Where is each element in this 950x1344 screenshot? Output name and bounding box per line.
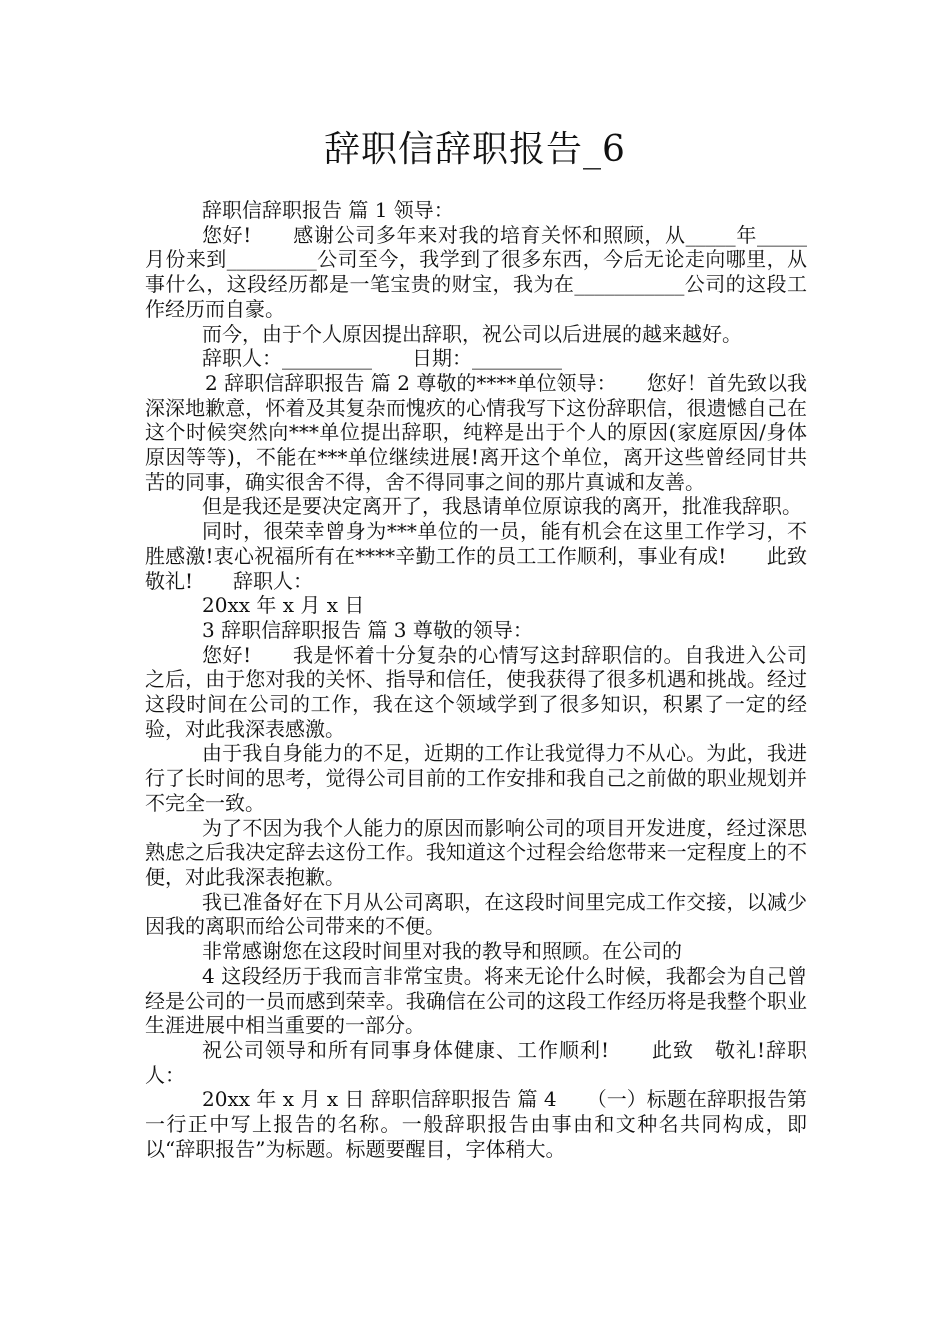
paragraph: 辞职人：_________ 日期：_________ [202,346,562,371]
paragraph: 20xx 年 x 月 x 日 [202,593,365,618]
paragraph: 辞职信辞职报告 篇 1 领导： [202,198,454,222]
paragraph: 同时，很荣幸曾身为***单位的一员，能有机会在这里工作学习，不胜感激!衷心祝福所有在****辛勤工作的员工工作顺利，事业有成! 此致 敬礼! 辞职人： [145,519,827,593]
paragraph: 我已准备好在下月从公司离职，在这段时间里完成工作交接，以减少因我的离职而给公司带来的不便。 [145,889,807,939]
paragraph: 非常感谢您在这段时间里对我的教导和照顾。在公司的 [202,939,682,964]
paragraph: 3 辞职信辞职报告 篇 3 尊敬的领导： [202,617,533,642]
paragraph: 但是我还是要决定离开了，我恳请单位原谅我的离开，批准我辞职。 [202,494,802,519]
paragraph: 2 辞职信辞职报告 篇 2 尊敬的****单位领导： 您好！首先致以我深深地歉意，怀着及其复杂而愧疚的心情我写下这份辞职信，很遗憾自己在这个时候突然向***单位提出辞职，纯粹是出于个人的原因(家庭原因/身体原因等等)，不能在***单位继续进展!离开这个单位，离开这些曾经同甘共苦的同事，确实很舍不得，舍不得同事之间的那片真诚和友善。 [145,370,807,494]
document-body [145,198,827,1161]
paragraph: 为了不因为我个人能力的原因而影响公司的项目开发进度，经过深思熟虑之后我决定辞去这份工作。我知道这个过程会给您带来一定程度上的不便，对此我深表抱歉。 [145,815,807,889]
document-title: 辞职信辞职报告_6 [324,129,626,170]
paragraph: 您好! 我是怀着十分复杂的心情写这封辞职信的。自我进入公司之后，由于您对我的关怀、指导和信任，使我获得了很多机遇和挑战。经过这段时间在公司的工作，我在这个领域学到了很多知识，积累了一定的经验，对此我深表感激。 [145,642,807,741]
paragraph: 而今，由于个人原因提出辞职，祝公司以后进展的越来越好。 [202,321,742,346]
paragraph: 由于我自身能力的不足，近期的工作让我觉得力不从心。为此，我进行了长时间的思考，觉得公司目前的工作安排和我自己之前做的职业规划并不完全一致。 [145,741,807,815]
paragraph: 4 这段经历于我而言非常宝贵。将来无论什么时候，我都会为自己曾经是公司的一员而感到荣幸。我确信在公司的这段工作经历将是我整个职业生涯进展中相当重要的一部分。 [145,963,807,1038]
paragraph: 20xx 年 x 月 x 日 辞职信辞职报告 篇 4 （一）标题在辞职报告第一行正中写上报告的名称。一般辞职报告由事由和文种名共同构成，即以“辞职报告”为标题。标题要醒目，字体稍大。 [145,1087,807,1161]
paragraph: 您好! 感谢公司多年来对我的培育关怀和照顾，从_____年_____月份来到_________公司至今，我学到了很多东西，今后无论走向哪里，从事什么，这段经历都是一笔宝贵的财宝，我为在___________公司的这段工作经历而自豪。 [145,222,807,321]
paragraph: 祝公司领导和所有同事身体健康、工作顺利! 此致 敬礼!辞职人： [145,1037,807,1087]
